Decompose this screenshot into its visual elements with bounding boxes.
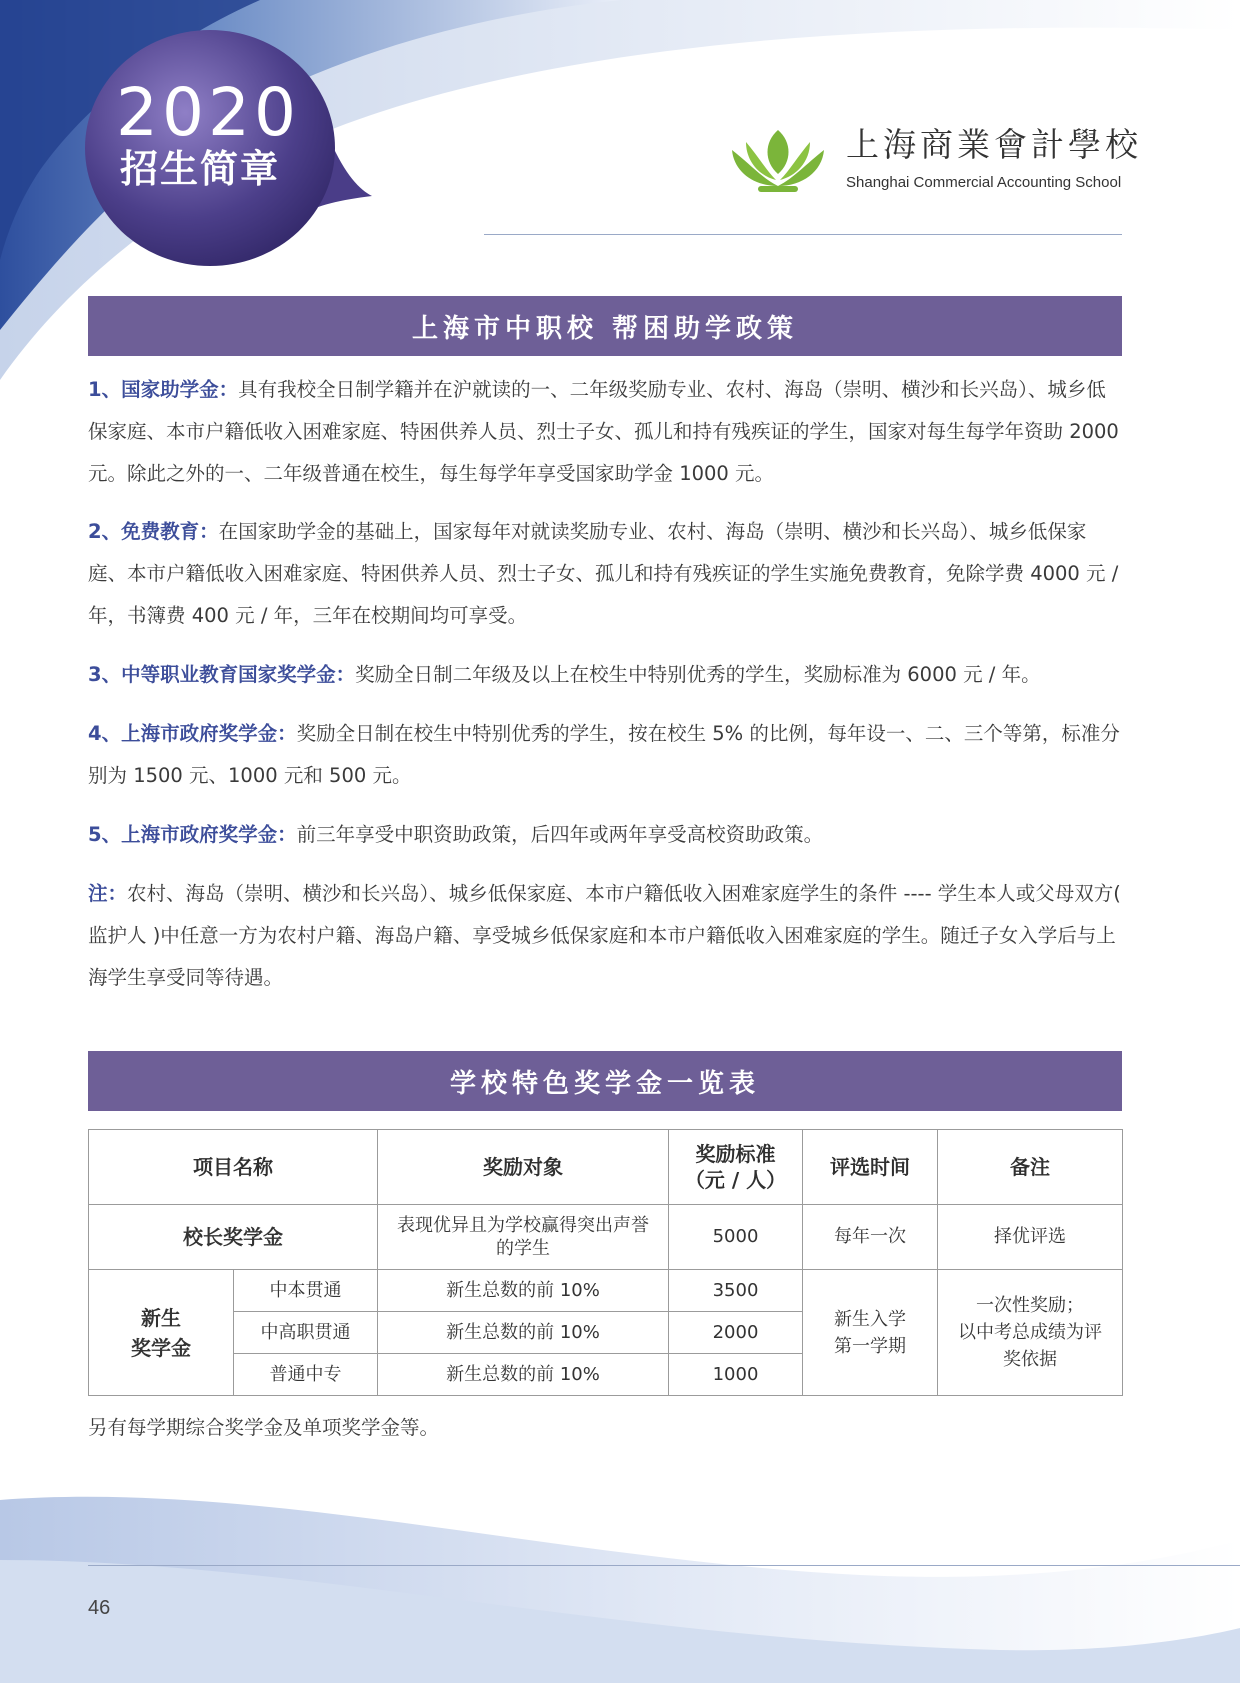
header-standard: 奖励标准 （元 / 人） bbox=[669, 1130, 803, 1205]
header-remark: 备注 bbox=[938, 1130, 1123, 1205]
policy-item bbox=[88, 654, 1124, 696]
cell-amount: 1000 bbox=[669, 1354, 803, 1396]
cell-time: 每年一次 bbox=[803, 1205, 938, 1270]
cell-amount: 3500 bbox=[669, 1270, 803, 1312]
policy-item-label: 5、上海市政府奖学金： bbox=[88, 823, 297, 846]
scholarship-table bbox=[88, 1129, 1123, 1396]
policy-item-text: 在国家助学金的基础上，国家每年对就读奖励专业、农村、海岛（崇明、横沙和长兴岛）、城乡低保家庭、本市户籍低收入困难家庭、特困供养人员、烈士子女、孤儿和持有残疾证的学生实施免费教育，免除学费 4000 元 / 年，书簿费 400 元 / 年，三年在校期间均可享受。 bbox=[88, 520, 1119, 627]
cell-target: 表现优异且为学校赢得突出声誉的学生 bbox=[378, 1205, 669, 1270]
cell-remark: 择优评选 bbox=[938, 1205, 1123, 1270]
policy-item-text: 奖励全日制在校生中特别优秀的学生，按在校生 5% 的比例，每年设一、二、三个等第，标准分别为 1500 元、1000 元和 500 元。 bbox=[88, 722, 1120, 787]
cell-target: 新生总数的前 10% bbox=[378, 1270, 669, 1312]
section-title-scholarship-table: 学校特色奖学金一览表 bbox=[88, 1051, 1122, 1111]
header-divider bbox=[484, 234, 1122, 235]
policy-item-text: 奖励全日制二年级及以上在校生中特别优秀的学生，奖励标准为 6000 元 / 年。 bbox=[355, 663, 1041, 686]
header-target: 奖励对象 bbox=[378, 1130, 669, 1205]
cell-remark: 一次性奖励； 以中考总成绩为评奖依据 bbox=[938, 1270, 1123, 1396]
header-project: 项目名称 bbox=[89, 1130, 378, 1205]
policy-item-label: 2、免费教育： bbox=[88, 520, 219, 543]
cell-amount: 2000 bbox=[669, 1312, 803, 1354]
table-header-row bbox=[89, 1130, 1123, 1205]
cell-name: 校长奖学金 bbox=[89, 1205, 378, 1270]
cell-subname: 中本贯通 bbox=[234, 1270, 378, 1312]
header-time: 评选时间 bbox=[803, 1130, 938, 1205]
policy-note-label: 注： bbox=[88, 882, 128, 905]
policy-item bbox=[88, 511, 1124, 637]
policy-item bbox=[88, 713, 1124, 797]
cell-target: 新生总数的前 10% bbox=[378, 1354, 669, 1396]
cell-subname: 普通中专 bbox=[234, 1354, 378, 1396]
table-footnote: 另有每学期综合奖学金及单项奖学金等。 bbox=[88, 1416, 440, 1439]
table-row bbox=[89, 1205, 1123, 1270]
table-row bbox=[89, 1270, 1123, 1312]
policy-item bbox=[88, 369, 1124, 495]
brochure-subtitle: 招生简章 bbox=[120, 146, 281, 191]
policy-item bbox=[88, 814, 1124, 856]
brochure-year: 2020 bbox=[116, 74, 300, 151]
cell-subname: 中高职贯通 bbox=[234, 1312, 378, 1354]
cell-amount: 5000 bbox=[669, 1205, 803, 1270]
page-number: 46 bbox=[88, 1597, 111, 1619]
policy-note bbox=[88, 873, 1124, 999]
lotus-logo-icon bbox=[728, 128, 828, 198]
policy-item-text: 具有我校全日制学籍并在沪就读的一、二年级奖励专业、农村、海岛（崇明、横沙和长兴岛）、城乡低保家庭、本市户籍低收入困难家庭、特困供养人员、烈士子女、孤儿和持有残疾证的学生，国家对每生每学年资助 2000 元。除此之外的一、二年级普通在校生，每生每学年享受国家助学金 1000 元。 bbox=[88, 378, 1119, 485]
cell-time: 新生入学 第一学期 bbox=[803, 1270, 938, 1396]
school-name-cn: 上海商業會計學校 bbox=[846, 125, 1142, 164]
cell-group: 新生 奖学金 bbox=[89, 1270, 234, 1396]
cell-target: 新生总数的前 10% bbox=[378, 1312, 669, 1354]
policy-item-text: 前三年享受中职资助政策，后四年或两年享受高校资助政策。 bbox=[296, 823, 824, 846]
policy-item-label: 4、上海市政府奖学金： bbox=[88, 722, 297, 745]
section-title-aid-policy: 上海市中职校 帮困助学政策 bbox=[88, 296, 1122, 356]
footer-divider bbox=[88, 1565, 1240, 1566]
policy-note-text: 农村、海岛（崇明、横沙和长兴岛）、城乡低保家庭、本市户籍低收入困难家庭学生的条件 ---- 学生本人或父母双方( 监护人 )中任意一方为农村户籍、海岛户籍、享受城乡低保家庭和本市户籍低收入困难家庭的学生。随迁子女入学后与上海学生享受同等待遇。 bbox=[88, 882, 1121, 989]
school-name-en: Shanghai Commercial Accounting School bbox=[846, 174, 1122, 191]
policy-item-label: 3、中等职业教育国家奖学金： bbox=[88, 663, 356, 686]
policy-item-label: 1、国家助学金： bbox=[88, 378, 239, 401]
